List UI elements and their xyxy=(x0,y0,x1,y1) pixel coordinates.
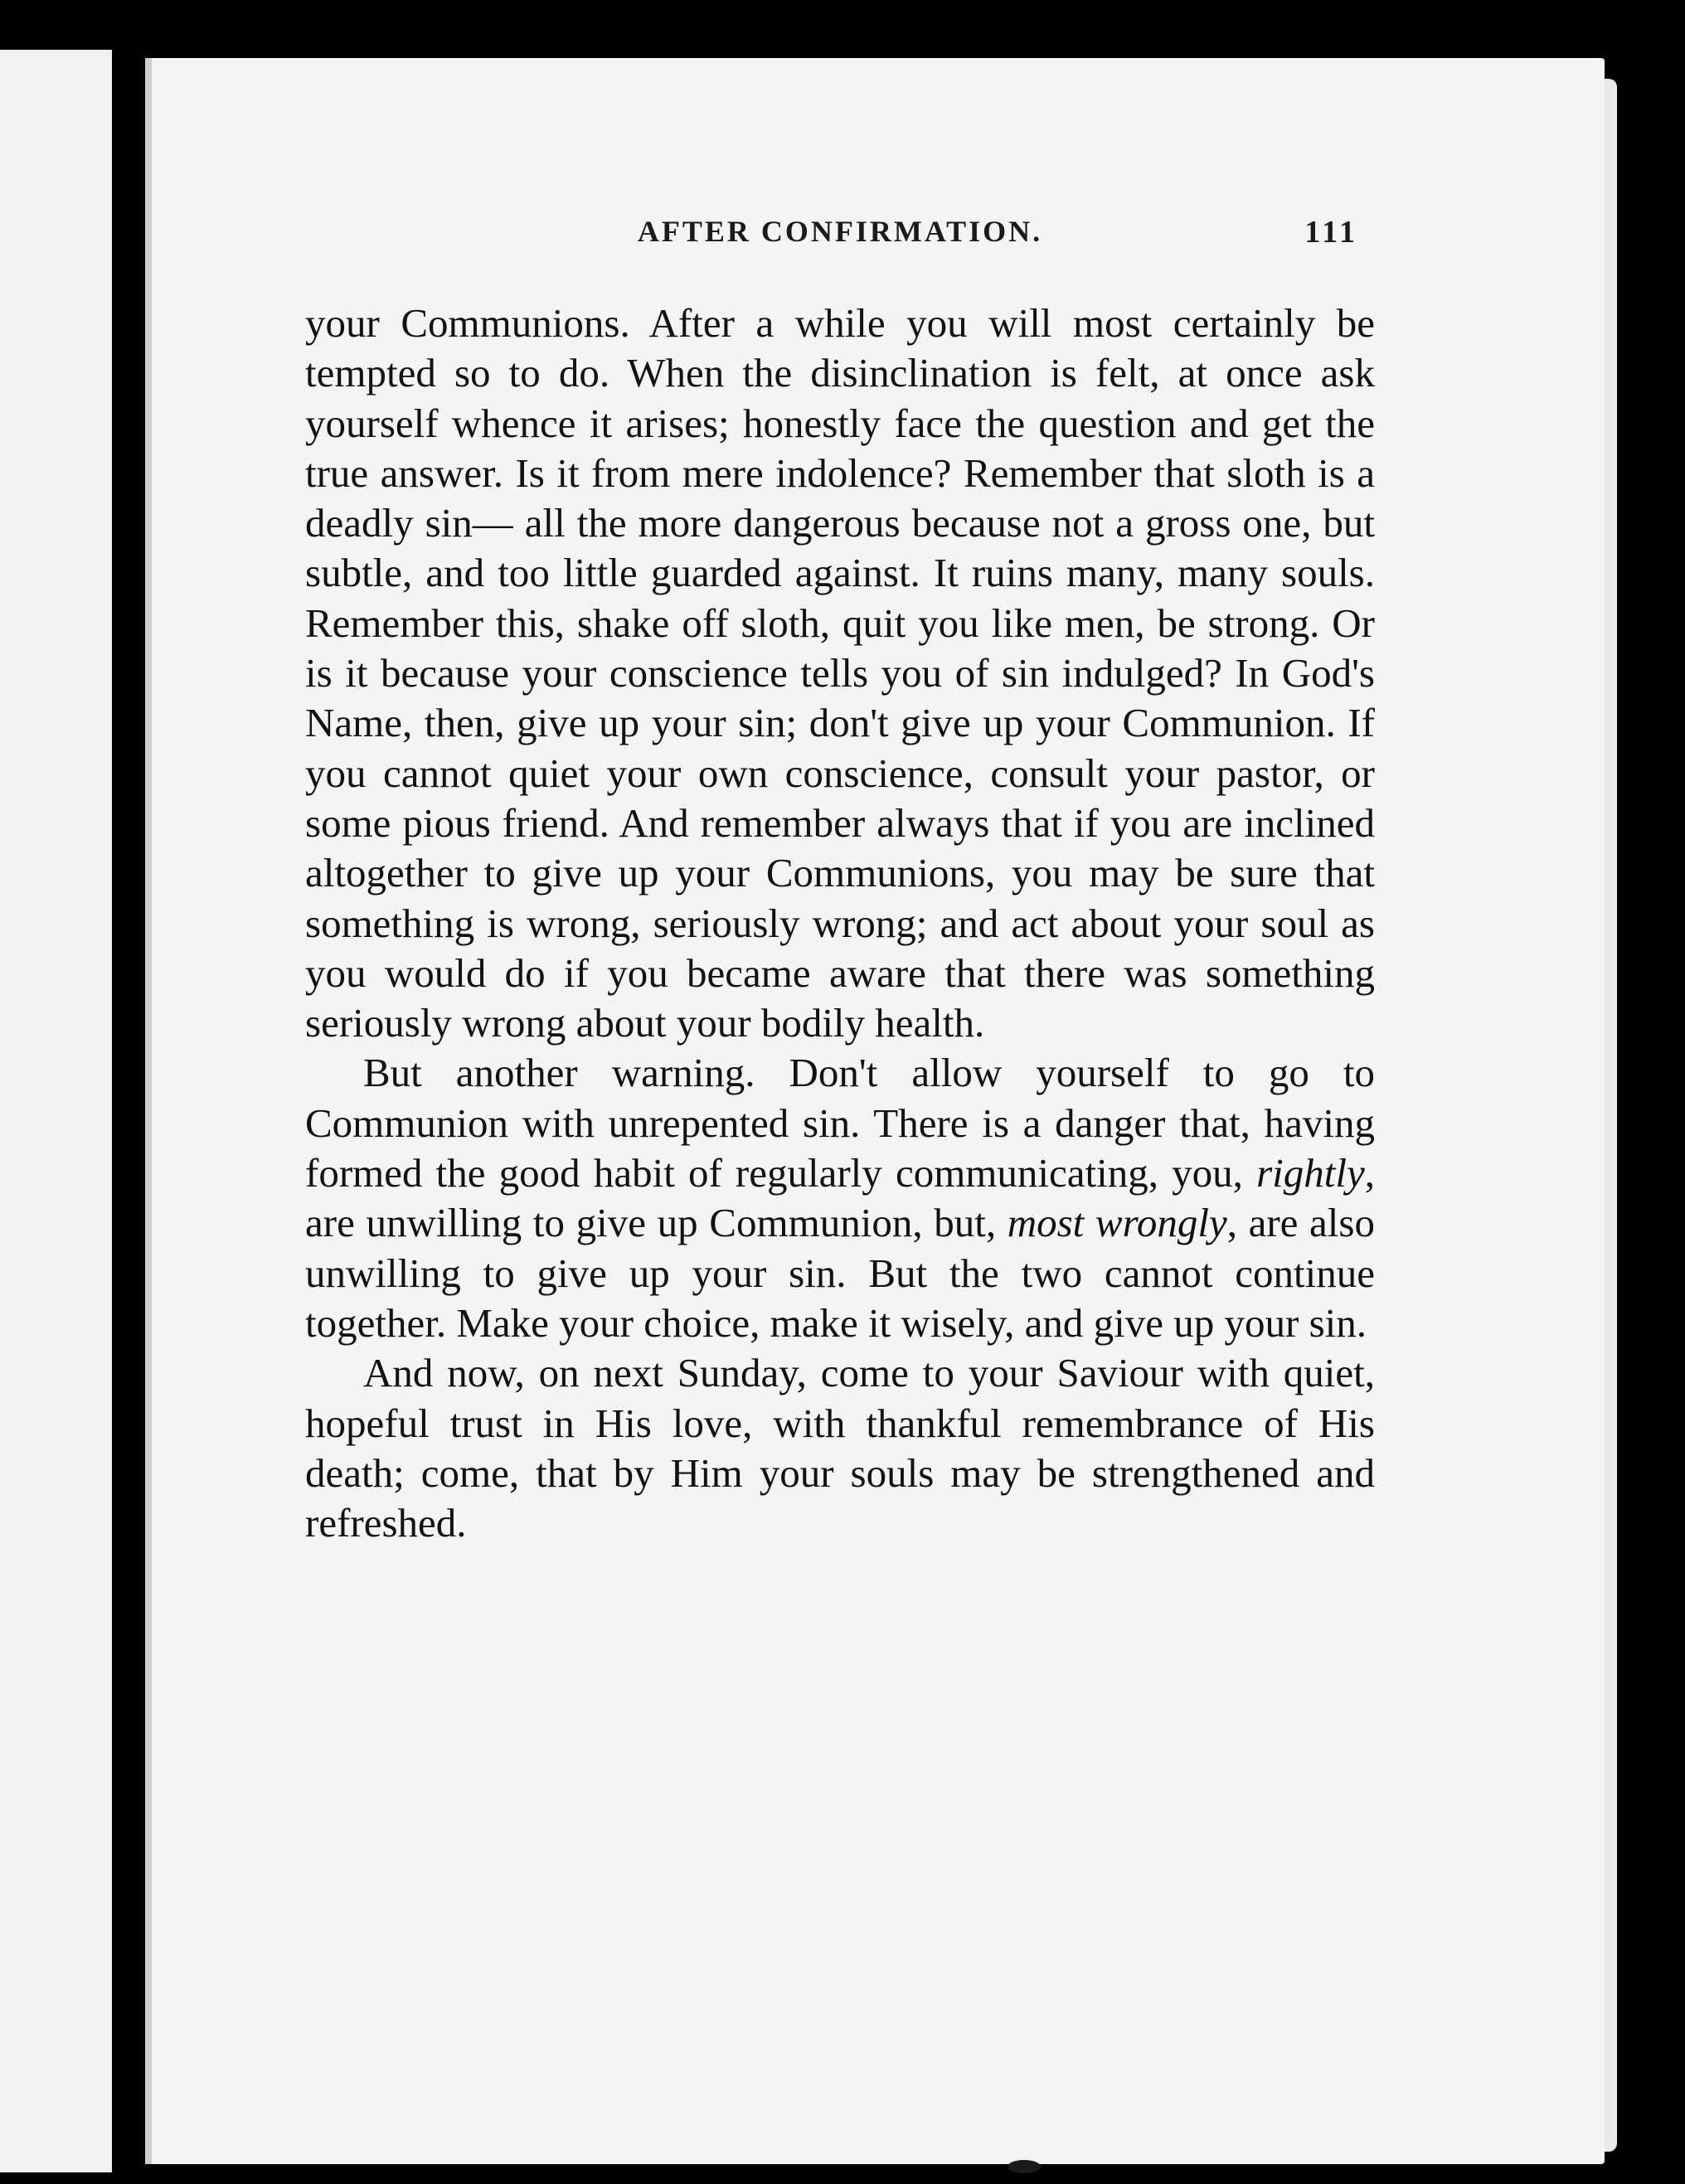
paragraph-1: your Communions. After a while you will most certainly be tempted so to do. When the disinclination is felt, at once ask yourself whence it arises; honestly face the question and get the true answer. Is it from mere indolence? Remember that sloth is a deadly sin— all the more dangerous because not a gross one, but subtle, and too little guarded against. It ruins many, many souls. Remember this, shake off sloth, quit you like men, be strong. Or is it because your conscience tells you of sin indulged? In God's Name, then, give up your sin; don't give up your Communion. If you cannot quiet your own conscience, consult your pastor, or some pious friend. And remember always that if you are inclined altogether to give up your Communions, you may be sure that something is wrong, seriously wrong; and act about your soul as you would do if you became aware that there was something seriously wrong about your bodily health. xyxy=(305,300,1375,1046)
emphasis-rightly: rightly xyxy=(1256,1150,1365,1196)
paragraph-2-part-2: , are unwilling to give up Communion, but, xyxy=(305,1150,1375,1246)
paragraph-3: And now, on next Sunday, come to your Saviour with quiet, hopeful trust in His love, with thankful remembrance of His death; come, that by Him your souls may be strengthened and refreshed. xyxy=(305,1350,1375,1546)
paragraph-2-part-1: But another warning. Don't allow yourself to go to Communion with unrepented sin. There is a danger that, having formed the good habit of regularly communicating, you, xyxy=(305,1050,1375,1196)
running-title: AFTER CONFIRMATION. xyxy=(637,215,1043,248)
body-text xyxy=(305,298,1375,1548)
facing-page-edge xyxy=(0,50,112,2172)
scan-speck xyxy=(1008,2160,1041,2173)
page-shadow xyxy=(145,58,152,2164)
running-head xyxy=(305,214,1375,255)
paragraph-2 xyxy=(305,1048,1375,1348)
book-gutter xyxy=(112,50,145,2172)
page-number: 111 xyxy=(1304,215,1358,250)
paragraph-2-part-3: , are also unwilling to give up your sin. But the two cannot continue together. Make your choice, make it wisely, and give up your sin. xyxy=(305,1200,1375,1346)
emphasis-most-wrongly: most wrongly xyxy=(1007,1200,1227,1246)
